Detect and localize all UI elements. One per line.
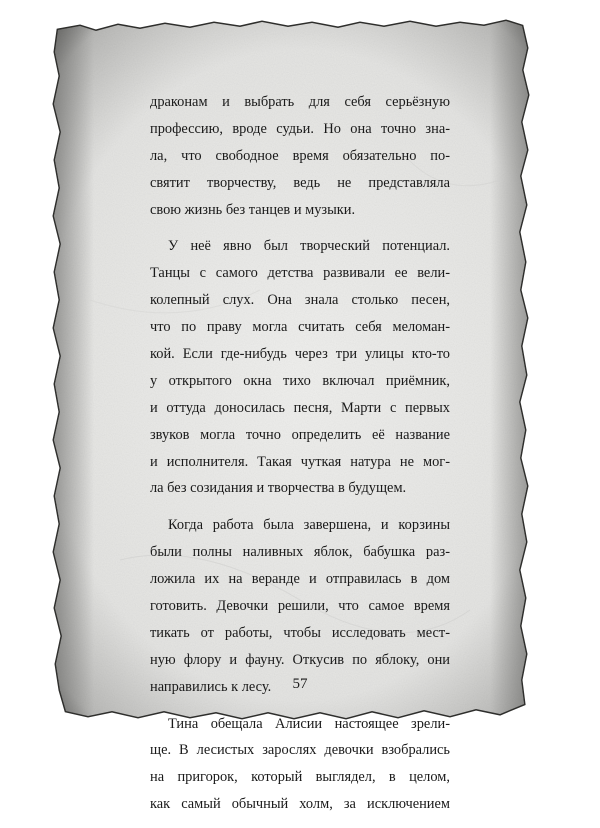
text-line: У неё явно был творческий потенциал.	[168, 238, 450, 255]
text-line: ложила их на веранде и отправилась в дом	[150, 571, 450, 588]
text-line: ла, что свободное время обязательно по-	[150, 147, 450, 164]
text-line: звуков могла точно определить её название	[150, 426, 450, 443]
text-line: ла без созидания и творчества в будущем.	[150, 480, 407, 497]
text-line: кой. Если где-нибудь через три улицы кто-то	[150, 346, 450, 363]
text-line: Когда работа была завершена, и корзины	[168, 517, 450, 534]
text-line: колепный слух. Она знала столько песен,	[150, 292, 450, 309]
body-text	[150, 89, 450, 828]
text-line: свою жизнь без танцев и музыки.	[150, 201, 356, 218]
text-line: Тина обещала Алисии настоящее зрели-	[168, 715, 450, 732]
page-number: 57	[292, 676, 308, 692]
text-line: готовить. Девочки решили, что самое время	[150, 598, 450, 615]
text-line: драконам и выбрать для себя серьёзную	[150, 94, 450, 110]
text-line: что по праву могла считать себя меломан-	[150, 319, 450, 336]
text-line: на пригорок, который выглядел, в целом,	[150, 769, 450, 786]
text-line: и оттуда доносилась песня, Марти с первых	[150, 399, 450, 416]
text-line: ще. В лесистых зарослях девочки взобрались	[150, 742, 450, 759]
text-line: как самый обычный холм, за исключением	[150, 796, 450, 813]
text-line: Танцы с самого детства развивали ее вели-	[150, 265, 450, 282]
text-line: ную флору и фауну. Откусив по яблоку, они	[150, 651, 450, 668]
text-line: святит творчеству, ведь не представляла	[150, 174, 450, 191]
paragraph	[150, 512, 450, 700]
paragraph	[150, 89, 450, 223]
text-line: профессию, вроде судьи. Но она точно зна-	[150, 120, 450, 137]
text-line: были полны наливных яблок, бабушка раз-	[150, 544, 450, 561]
paragraph	[150, 711, 450, 819]
text-line: направились к лесу.	[150, 678, 272, 695]
text-line: и исполнителя. Такая чуткая натура не мог-	[150, 453, 450, 470]
paragraph	[150, 233, 450, 502]
text-line: у открытого окна тихо включал приёмник,	[150, 372, 450, 389]
text-line: тикать от работы, чтобы исследовать мест-	[150, 624, 450, 641]
